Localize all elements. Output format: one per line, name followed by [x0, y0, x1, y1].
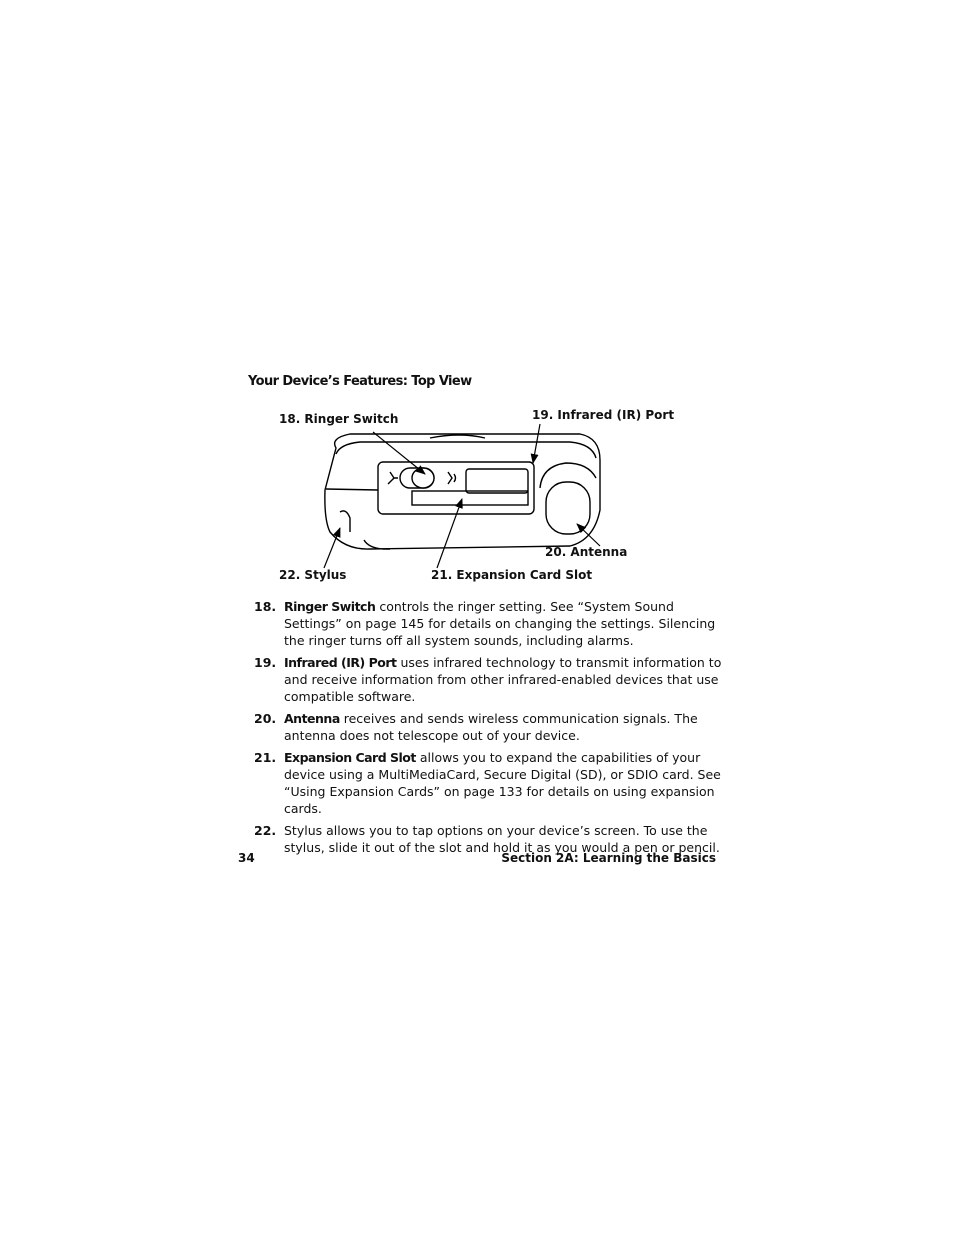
item-number: 22.: [254, 823, 277, 838]
list-item: [254, 598, 724, 649]
callout-expansion-card-slot: 21. Expansion Card Slot: [431, 568, 593, 582]
item-number: 21.: [254, 750, 277, 765]
callout-ringer-switch: 18. Ringer Switch: [279, 412, 399, 426]
device-top-view-figure: [270, 400, 675, 590]
section-title: Section 2A: Learning the Basics: [501, 851, 716, 865]
item-description: Stylus allows you to tap options on your device’s screen. To use the stylus, slide it out of the slot and hold it as you would a pen or pencil.: [284, 823, 720, 855]
feature-list: [254, 598, 724, 861]
item-number: 18.: [254, 599, 277, 614]
section-heading: Your Device’s Features: Top View: [248, 374, 472, 389]
item-number: 19.: [254, 655, 277, 670]
callout-antenna: 20. Antenna: [545, 545, 628, 559]
item-number: 20.: [254, 711, 277, 726]
item-term: Ringer Switch: [284, 599, 376, 614]
item-term: Expansion Card Slot: [284, 750, 416, 765]
callout-stylus: 22. Stylus: [279, 568, 347, 582]
callout-infrared-port: 19. Infrared (IR) Port: [532, 408, 675, 422]
device-illustration: [270, 400, 670, 590]
item-description: allows you to expand the capabilities of your device using a MultiMediaCard, Secure Digital (SD), or SDIO card. See “Using Expansion Cards” on page 133 for details on using expansion cards.: [284, 750, 721, 816]
list-item: [254, 654, 724, 705]
item-term: Infrared (IR) Port: [284, 655, 397, 670]
list-item: [254, 749, 724, 817]
page-number: 34: [238, 851, 255, 865]
list-item: [254, 710, 724, 744]
item-description: receives and sends wireless communication signals. The antenna does not telescope out of your device.: [284, 711, 698, 743]
item-description: uses infrared technology to transmit information to and receive information from other infrared-enabled devices that use compatible software.: [284, 655, 722, 704]
item-description: controls the ringer setting. See “System Sound Settings” on page 145 for details on changing the settings. Silencing the ringer turns off all system sounds, including alarms.: [284, 599, 716, 648]
item-term: Antenna: [284, 711, 340, 726]
